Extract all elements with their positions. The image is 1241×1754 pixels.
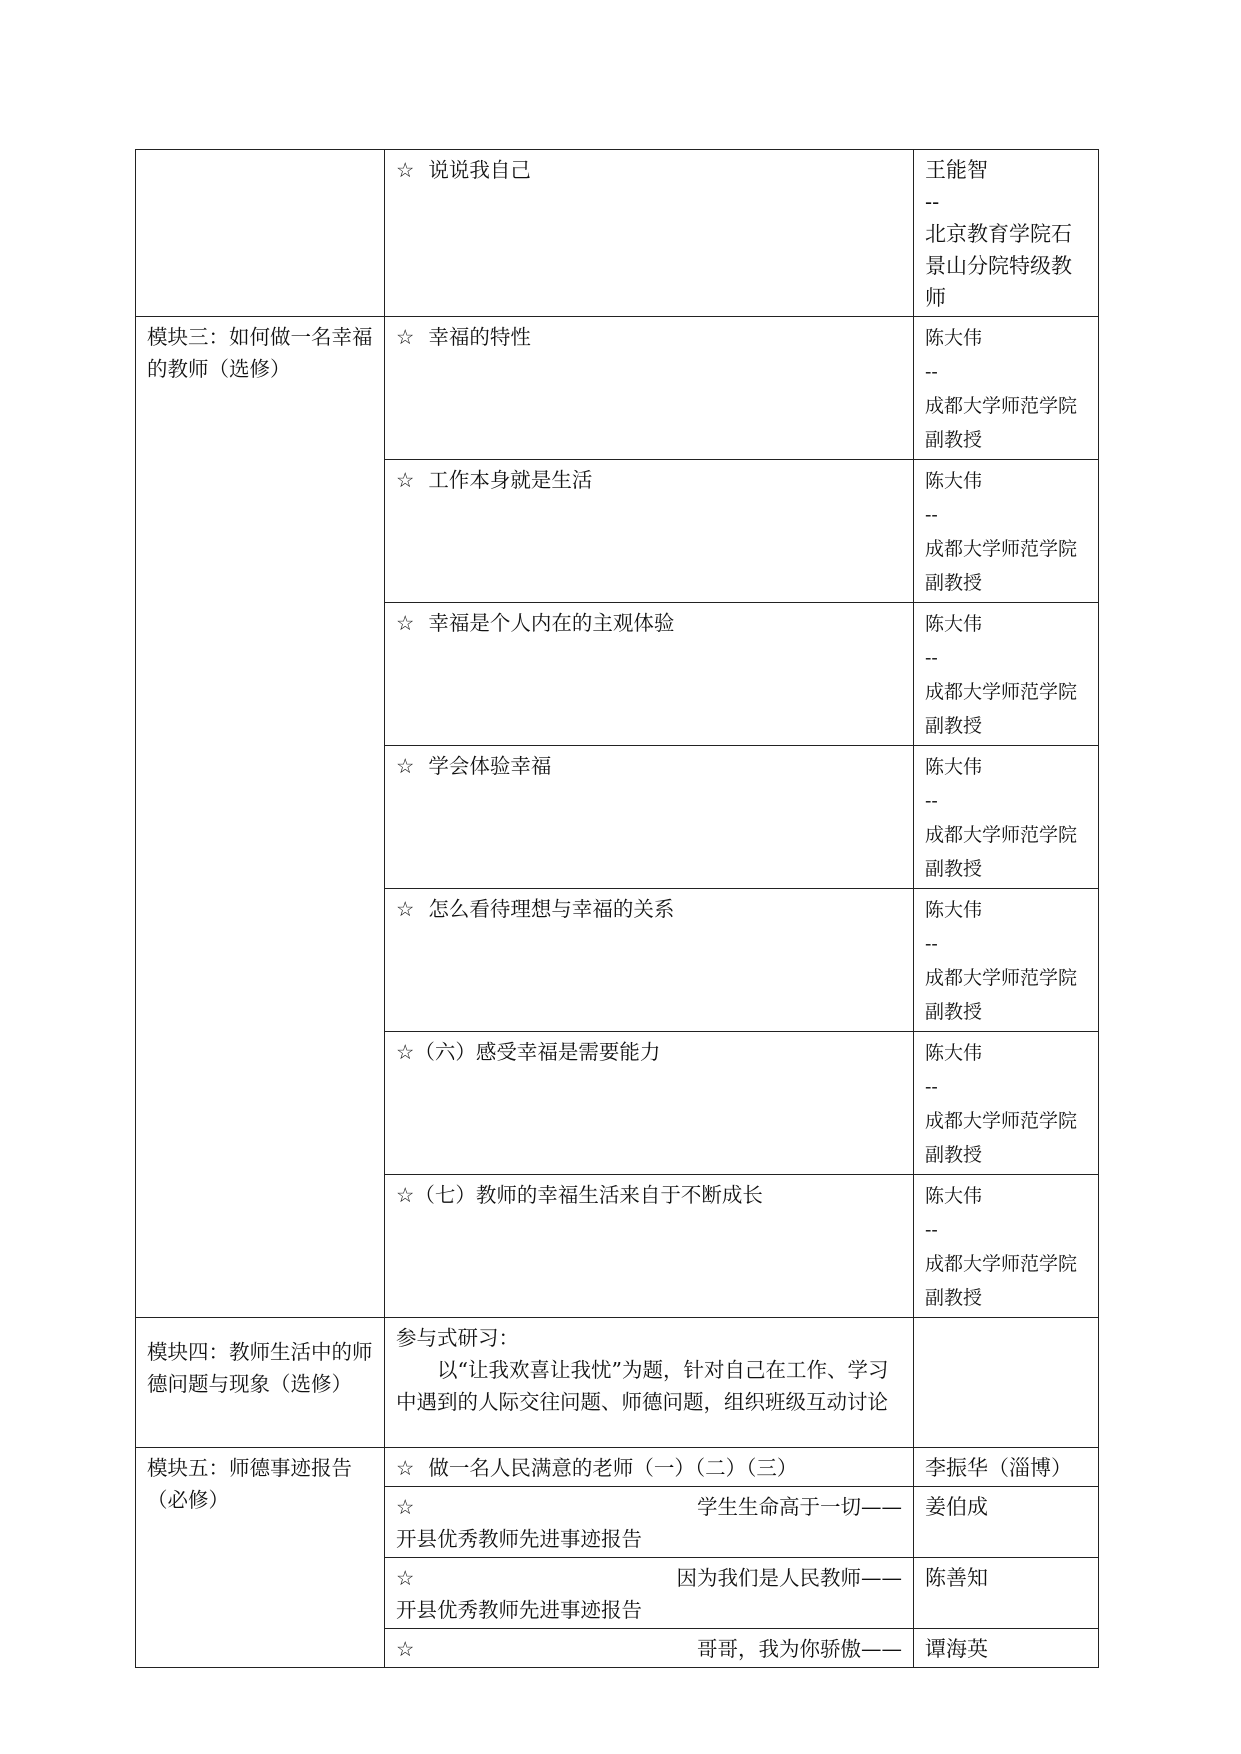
lecturer-title: 副教授	[925, 1287, 983, 1309]
workshop-heading: 参与式研习：	[396, 1326, 519, 1350]
lecturer-title: 副教授	[925, 715, 983, 737]
lecturer-name: 陈大伟	[925, 470, 983, 492]
lecturer-title: 副教授	[925, 1144, 983, 1166]
lecturer-cell	[914, 1629, 1099, 1668]
topic-text: 怎么看待理想与幸福的关系	[428, 897, 675, 921]
lecturer-org: 成都大学师范学院	[925, 395, 1078, 417]
topic-cell	[385, 1032, 914, 1175]
lecturer-org: 成都大学师范学院	[925, 681, 1078, 703]
topic-cell	[385, 1558, 914, 1629]
table-row	[136, 317, 1099, 460]
lecturer-cell	[914, 150, 1099, 317]
lecturer-name: 陈善知	[925, 1566, 988, 1590]
module-title-cell	[136, 317, 385, 1318]
topic-cell	[385, 746, 914, 889]
topic-text: （六）感受幸福是需要能力	[414, 1040, 661, 1064]
lecturer-cell	[914, 1558, 1099, 1629]
topic-cell	[385, 1487, 914, 1558]
lecturer-title: 副教授	[925, 429, 983, 451]
topic-cell	[385, 1318, 914, 1448]
lecturer-cell	[914, 1175, 1099, 1318]
lecturer-name: 陈大伟	[925, 1042, 983, 1064]
module-cell-empty	[136, 150, 385, 317]
table-row	[136, 1448, 1099, 1487]
lecturer-name: 王能智	[925, 158, 988, 182]
lecturer-dash: --	[925, 933, 938, 955]
star-icon: ☆	[396, 325, 415, 349]
lecturer-dash: --	[925, 504, 938, 526]
workshop-description: 以“让我欢喜让我忧”为题，针对自己在工作、学习中遇到的人际交往问题、师德问题，组织班级互动讨论	[396, 1358, 889, 1414]
module-title-cell	[136, 1318, 385, 1448]
topic-cell	[385, 317, 914, 460]
course-table	[135, 149, 1099, 1668]
star-icon: ☆	[396, 897, 415, 921]
topic-text: 因为我们是人民教师——	[676, 1566, 902, 1590]
star-icon: ☆	[396, 1040, 415, 1064]
lecturer-org: 成都大学师范学院	[925, 538, 1078, 560]
topic-cell	[385, 1175, 914, 1318]
lecturer-name: 陈大伟	[925, 899, 983, 921]
topic-cell	[385, 1629, 914, 1668]
topic-cell	[385, 150, 914, 317]
lecturer-cell	[914, 460, 1099, 603]
topic-text: 幸福的特性	[428, 325, 531, 349]
lecturer-org: 成都大学师范学院	[925, 1253, 1078, 1275]
lecturer-title: 副教授	[925, 858, 983, 880]
lecturer-org: 成都大学师范学院	[925, 1110, 1078, 1132]
lecturer-title: 副教授	[925, 1001, 983, 1023]
star-icon: ☆	[396, 754, 415, 778]
star-icon: ☆	[396, 1495, 415, 1519]
lecturer-name: 李振华（淄博）	[925, 1456, 1072, 1480]
table-row	[136, 1318, 1099, 1448]
lecturer-org: 成都大学师范学院	[925, 967, 1078, 989]
lecturer-dash: --	[925, 361, 938, 383]
topic-cell	[385, 889, 914, 1032]
topic-text: 哥哥，我为你骄傲——	[697, 1637, 902, 1661]
lecturer-cell	[914, 746, 1099, 889]
lecturer-name: 陈大伟	[925, 1185, 983, 1207]
star-icon: ☆	[396, 158, 415, 182]
lecturer-cell-empty	[914, 1318, 1099, 1448]
lecturer-dash: --	[925, 1076, 938, 1098]
lecturer-cell	[914, 603, 1099, 746]
star-icon: ☆	[396, 1456, 415, 1480]
lecturer-cell	[914, 1032, 1099, 1175]
star-icon: ☆	[396, 468, 415, 492]
topic-subtitle: 开县优秀教师先进事迹报告	[396, 1598, 642, 1622]
star-icon: ☆	[396, 1183, 415, 1207]
lecturer-cell	[914, 1448, 1099, 1487]
lecturer-dash: --	[925, 790, 938, 812]
lecturer-dash: --	[925, 647, 938, 669]
topic-text: （七）教师的幸福生活来自于不断成长	[414, 1183, 763, 1207]
lecturer-name: 陈大伟	[925, 756, 983, 778]
topic-text: 做一名人民满意的老师（一）（二）（三）	[428, 1456, 798, 1480]
topic-cell	[385, 1448, 914, 1487]
topic-text: 学会体验幸福	[428, 754, 552, 778]
topic-cell	[385, 460, 914, 603]
lecturer-dash: --	[925, 190, 940, 214]
lecturer-cell	[914, 889, 1099, 1032]
table-row	[136, 150, 1099, 317]
module-title-cell	[136, 1448, 385, 1668]
topic-text: 工作本身就是生活	[428, 468, 593, 492]
topic-subtitle: 开县优秀教师先进事迹报告	[396, 1527, 642, 1551]
star-icon: ☆	[396, 1637, 415, 1661]
lecturer-cell	[914, 317, 1099, 460]
topic-text: 幸福是个人内在的主观体验	[428, 611, 675, 635]
lecturer-title: 副教授	[925, 572, 983, 594]
topic-text: 学生生命高于一切——	[697, 1495, 902, 1519]
lecturer-org: 北京教育学院石景山分院特级教师	[925, 222, 1072, 310]
lecturer-name: 陈大伟	[925, 327, 983, 349]
lecturer-org: 成都大学师范学院	[925, 824, 1078, 846]
module-title: 模块五：师德事迹报告（必修）	[147, 1456, 352, 1512]
star-icon: ☆	[396, 611, 415, 635]
lecturer-dash: --	[925, 1219, 938, 1241]
lecturer-name: 陈大伟	[925, 613, 983, 635]
star-icon: ☆	[396, 1566, 415, 1590]
lecturer-name: 谭海英	[925, 1637, 988, 1661]
topic-cell	[385, 603, 914, 746]
lecturer-cell	[914, 1487, 1099, 1558]
module-title: 模块三：如何做一名幸福的教师（选修）	[147, 325, 373, 381]
lecturer-name: 姜伯成	[925, 1495, 988, 1519]
topic-text: 说说我自己	[428, 158, 531, 182]
module-title: 模块四：教师生活中的师德问题与现象（选修）	[147, 1340, 373, 1396]
